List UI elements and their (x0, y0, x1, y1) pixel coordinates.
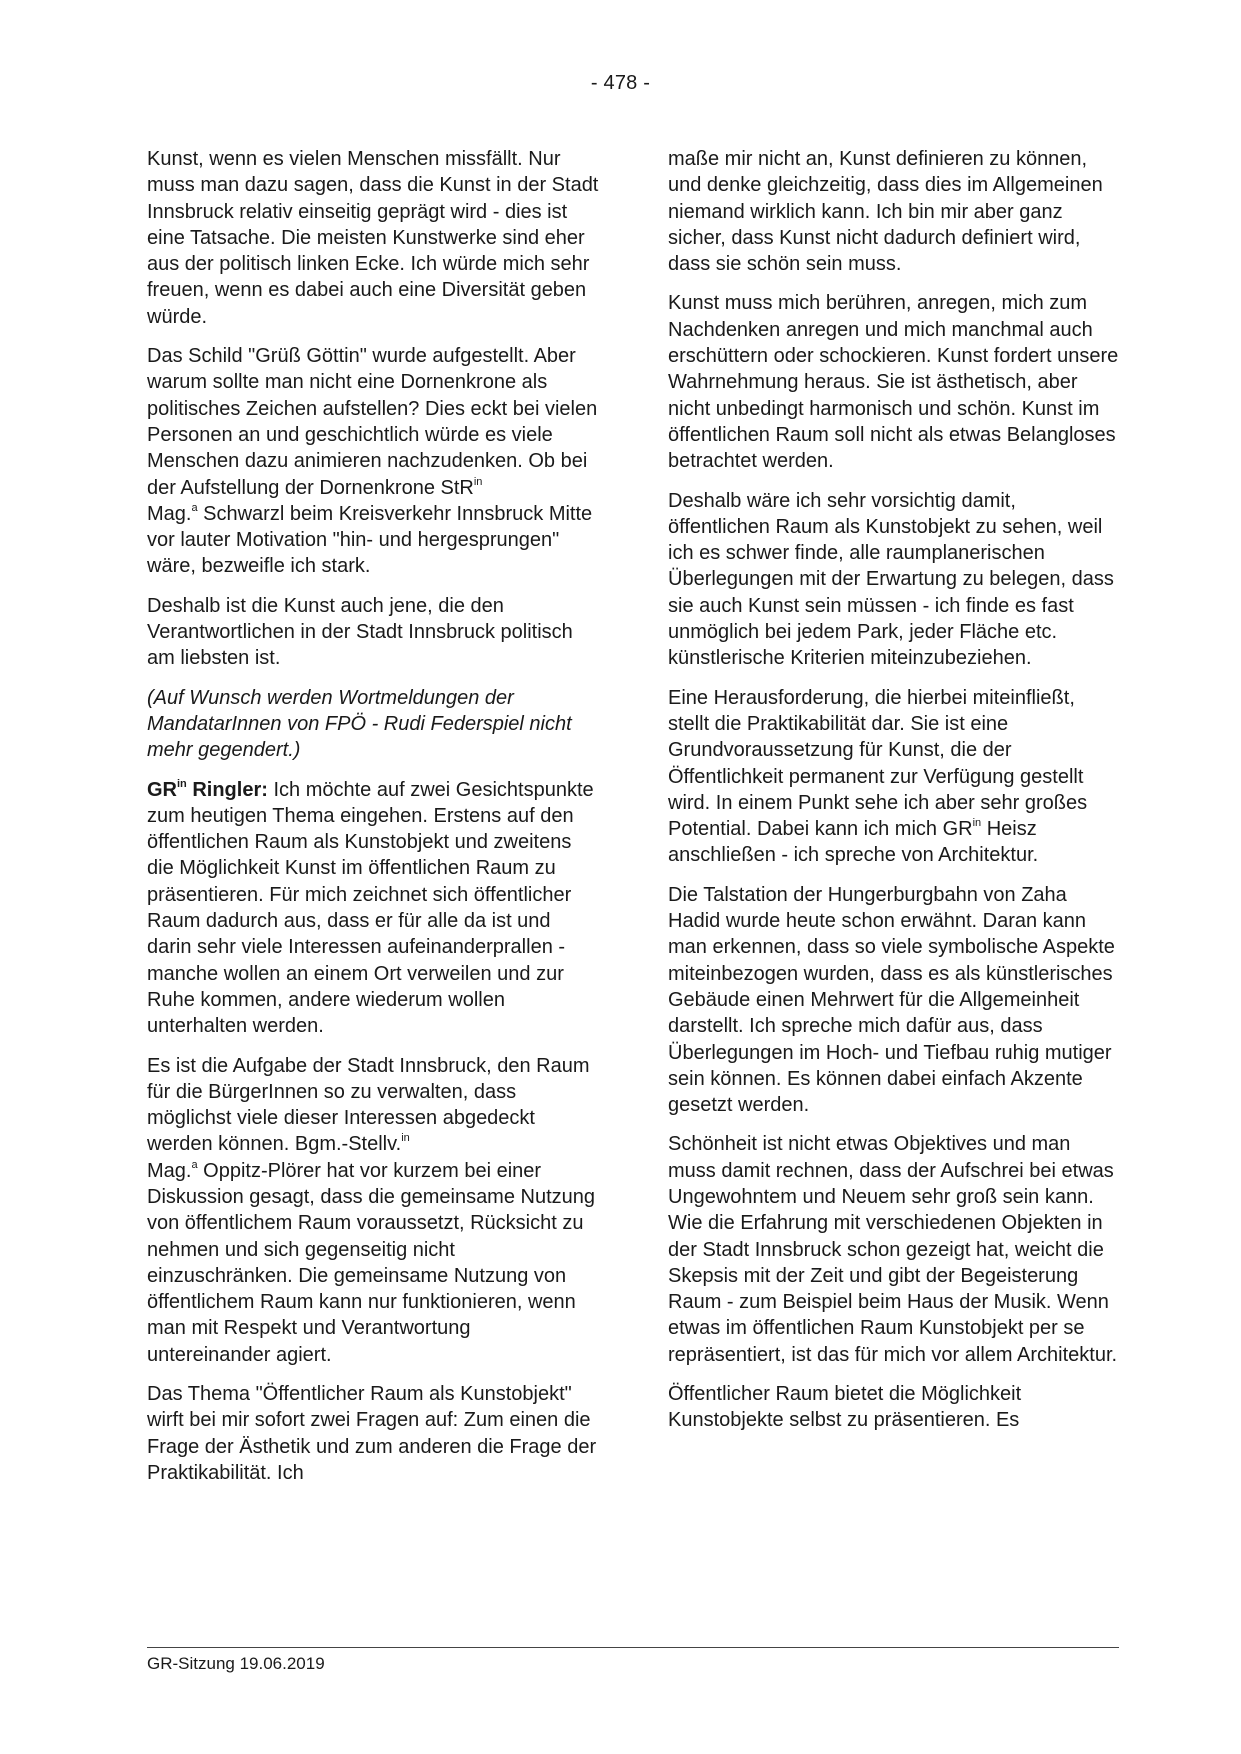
superscript: a (191, 501, 198, 514)
footer-divider (147, 1647, 1119, 1648)
paragraph (147, 343, 599, 580)
footer-session-label: GR-Sitzung 19.06.2019 (147, 1654, 325, 1673)
right-column (668, 146, 1120, 1447)
paragraph: Öffentlicher Raum bietet die Möglichkeit Kunstobjekte selbst zu präsentieren. Es (668, 1383, 1022, 1432)
speaker-name: Ringler: (186, 778, 268, 801)
paragraph: maße mir nicht an, Kunst definieren zu können, und denke gleichzeitig, dass dies im Allgemeinen niemand wirklich kann. Ich bin mir aber ganz sicher, dass Kunst nicht dadurch definiert wird, dass sie schön sein muss. (668, 148, 1103, 276)
superscript: a (191, 1158, 198, 1171)
text-run: Es ist die Aufgabe der Stadt Innsbruck, den Raum für die BürgerInnen so zu verwalten, dass möglichst viele dieser Interessen abgedeckt werden können. Bgm.-Stellv. (147, 1054, 590, 1156)
superscript: in (401, 1132, 410, 1145)
paragraph: Schönheit ist nicht etwas Objektives und man muss damit rechnen, dass der Aufschrei bei etwas Ungewohntem und Neuem sehr groß sein kann. Wie die Erfahrung mit verschiedenen Objekten in der Stadt Innsbruck schon gezeigt hat, weicht die Skepsis mit der Zeit und gibt der Begeisterung Raum - zum Beispiel beim Haus der Musik. Wenn etwas im öffentlichen Raum Kunstobjekt per se repräsentiert, ist das für mich vor allem Architektur. (668, 1133, 1118, 1366)
page-number: - 478 - (590, 72, 651, 94)
editorial-note: (Auf Wunsch werden Wortmeldungen der MandatarInnen von FPÖ - Rudi Federspiel nicht mehr gegendert.) (147, 686, 572, 762)
superscript: in (177, 777, 187, 790)
text-run: Schwarzl beim Kreisverkehr Innsbruck Mitte vor lauter Motivation "hin- und hergesprungen" wäre, bezweifle ich stark. (147, 502, 593, 578)
text-run: Ich möchte auf zwei Gesichtspunkte zum heutigen Thema eingehen. Erstens auf den öffentlichen Raum als Kunstobjekt und zweitens die Möglichkeit Kunst im öffentlichen Raum zu präsentieren. Für mich zeichnet sich öffentlicher Raum dadurch aus, dass er für alle da ist und darin sehr viele Interessen aufeinanderprallen - manche wollen an einem Ort verweilen und zur Ruhe kommen, andere wiederum wollen unterhalten werden. (147, 778, 594, 1038)
paragraph: Kunst muss mich berühren, anregen, mich zum Nachdenken anregen und mich manchmal auch erschüttern oder schockieren. Kunst fordert unsere Wahrnehmung heraus. Sie ist ästhetisch, aber nicht unbedingt harmonisch und schön. Kunst im öffentlichen Raum soll nicht als etwas Belangloses betrachtet werden. (668, 292, 1119, 473)
text-run: Das Schild "Grüß Göttin" wurde aufgestellt. Aber warum sollte man nicht eine Dornenkrone als politisches Zeichen aufstellen? Dies eckt bei vielen Personen an und geschichtlich würde es viele Menschen dazu animieren nachzudenken. Ob bei der Aufstellung der Dornenkrone StR (147, 345, 598, 499)
superscript: in (473, 475, 483, 488)
left-column (147, 146, 599, 1499)
paragraph: Die Talstation der Hungerburgbahn von Zaha Hadid wurde heute schon erwähnt. Daran kann man erkennen, dass so viele symbolische Aspekte miteinbezogen wurden, dass es als künstlerisches Gebäude einen Mehrwert für die Allgemeinheit darstellt. Ich spreche mich dafür aus, dass Überlegungen im Hoch- und Tiefbau ruhig mutiger sein können. Es können dabei einfach Akzente gesetzt werden. (668, 883, 1115, 1117)
speaker-label (147, 779, 268, 801)
text-run: Oppitz-Plörer hat vor kurzem bei einer Diskussion gesagt, dass die gemeinsame Nutzung von öffentlichem Raum voraussetzt, Rücksicht zu nehmen und sich gegenseitig nicht einzuschränken. Die gemeinsame Nutzung von öffentlichem Raum kann nur funktionieren, wenn man mit Respekt und Verantwortung untereinander agiert. (147, 1159, 596, 1366)
speech-paragraph (147, 777, 599, 1040)
text-run: Eine Herausforderung, die hierbei miteinfließt, stellt die Praktikabilität dar. Sie ist eine Grundvoraussetzung für Kunst, die der Öffentlichkeit permanent zur Verfügung gestellt wird. In einem Punkt sehe ich aber sehr großes Potential. Dabei kann ich mich GR (668, 686, 1088, 841)
paragraph: Das Thema "Öffentlicher Raum als Kunstobjekt" wirft bei mir sofort zwei Fragen auf: Zum einen die Frage der Ästhetik und zum anderen die Frage der Praktikabilität. Ich (147, 1383, 597, 1484)
text-run: Mag. (147, 502, 192, 525)
paragraph: Deshalb wäre ich sehr vorsichtig damit, öffentlichen Raum als Kunstobjekt zu sehen, weil ich es schwer finde, alle raumplanerischen Überlegungen mit der Erwartung zu belegen, dass sie auch Kunst sein müssen - ich finde es fast unmöglich bei jedem Park, jeder Fläche etc. künstlerische Kriterien miteinzubeziehen. (668, 489, 1114, 670)
text-run: Mag. (147, 1159, 192, 1182)
paragraph (668, 685, 1120, 869)
speaker-title: GR (147, 778, 177, 801)
superscript: in (972, 817, 982, 830)
text-run: Heisz anschließen - ich spreche von Architektur. (668, 818, 1039, 867)
paragraph: Kunst, wenn es vielen Menschen missfällt. Nur muss man dazu sagen, dass die Kunst in der Stadt Innsbruck relativ einseitig geprägt wird - dies ist eine Tatsache. Die meisten Kunstwerke sind eher aus der politisch linken Ecke. Ich würde mich sehr freuen, wenn es dabei auch eine Diversität geben würde. (147, 148, 599, 328)
paragraph (147, 1053, 599, 1369)
paragraph: Deshalb ist die Kunst auch jene, die den Verantwortlichen in der Stadt Innsbruck politisch am liebsten ist. (147, 594, 573, 670)
